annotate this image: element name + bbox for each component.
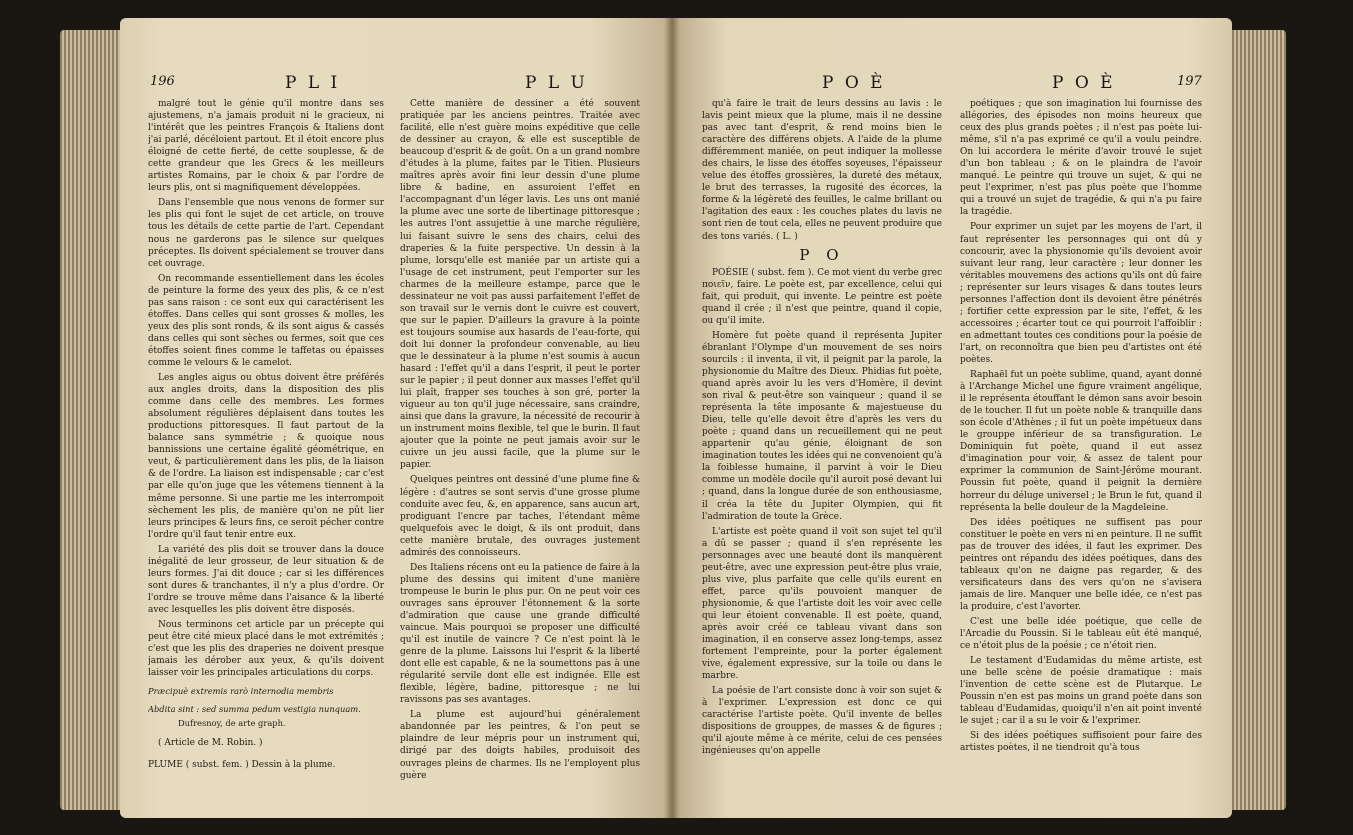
page-number: 196 bbox=[150, 74, 175, 89]
entry-heading: PLUME ( subst. fem. ) Dessin à la plume. bbox=[148, 760, 336, 771]
paragraph: On recommande essentiellement dans les écoles de peinture la forme des yeux des plis, & ce n'est pas sans raison : ce sont eux qui caractérisent les étoffes. Dans celles qui sont grosses & molles, les yeux des plis sont ronds, & ils sont aigus & cassés dans celles qui sont sèches ou fermes, soit que ces étoffes soient fines comme le taffetas ou épaisses comme le velours & le camelot. bbox=[148, 273, 384, 368]
paragraph: Le testament d'Eudamidas du même artiste, est une belle scène de poésie dramatique : mais l'invention de cette scène est de Plutarque. Le Poussin n'en est pas moins un grand poète dans son tableau d'Eudamidas, quoiqu'il n'en ait point inventé le sujet ; car il a su le voir & l'exprimer. bbox=[960, 656, 1202, 727]
paragraph: Dans l'ensemble que nous venons de former sur les plis qui font le sujet de cet article, on trouve tous les détails de cette partie de l'art. Cependant nous ne garderons pas le silence sur quelques préceptes. Ils doivent spécialement se trouver dans cet ouvrage. bbox=[148, 198, 384, 269]
running-header-left: P L I bbox=[285, 73, 341, 93]
page-edges-left bbox=[60, 30, 122, 810]
page-number: 197 bbox=[1177, 74, 1202, 89]
right-page-column-1 bbox=[702, 98, 942, 798]
section-heading: P O bbox=[799, 245, 845, 264]
running-header-left: P O È bbox=[822, 73, 886, 93]
paragraph: La variété des plis doit se trouver dans la douce inégalité de leur grosseur, de leur situation & de leurs formes. J'ai dit douce ; car si les différences sont dures & tranchantes, il n'y a plus d'ordre. Or l'ordre se trouve même dans l'aisance & la liberté avec lesquelles les plis doivent être disposés. bbox=[148, 544, 384, 615]
paragraph: L'artiste est poète quand il voit son sujet tel qu'il a dû se passer ; quand il s'en représente les personnages avec une beauté dont ils manquèrent peut-être, avec une expression peut-être plus vraie, plus vive, plus parfaite que celle qu'ils eurent en effet, parce qu'ils pouvoient manquer de physionomie, & que l'artiste doit les voir avec celle qui leur étoient convenable. Il est poète, quand, après avoir créé ce tableau vivant dans son imagination, il en conserve assez long-temps, assez fortement l'empreinte, pour la porter également vive, également expressive, sur la toile ou dans le marbre. bbox=[702, 526, 942, 682]
paragraph: malgré tout le génie qu'il montre dans ses ajustemens, n'a jamais produit ni le gracieux, ni l'intérêt que les peintres François & Italiens dont j'ai parlé, décéloient partout. Et il étoit encore plus éloigné de cette fierté, de cette souplesse, & de cette grandeur que les Grecs & les meilleurs artistes Romains, par le choix & par l'ordre de leurs plis, ont si magnifiquement développées. bbox=[148, 99, 384, 194]
paragraph: Si des idées poétiques suffisoient pour faire des artistes poètes, il ne tiendroit qu'à tous bbox=[960, 731, 1202, 754]
left-page-column-2 bbox=[400, 98, 640, 798]
left-page-column-1 bbox=[148, 98, 384, 798]
paragraph: poétiques ; que son imagination lui fournisse des allégories, des épisodes non moins heureux que ceux des plus grands poètes ; il n'est pas poète lui-même, s'il n'a pas exprimé ce qu'il a voulu peindre. On lui accordera le mérite d'avoir trouvé le sujet d'un bon tableau ; & on le plaindra de l'avoir manqué. Le peintre qui trouve un sujet, & qui ne peut l'exprimer, n'est pas plus poète que l'homme qui a trouvé un sujet de tragédie, & qui n'a pu faire la tragédie. bbox=[960, 99, 1202, 218]
running-header-right: P L U bbox=[525, 73, 588, 93]
paragraph: La poésie de l'art consiste donc à voir son sujet & à l'exprimer. L'expression est donc ce qui caractérise l'artiste poète. Qu'il invente de belles dispositions de grouppes, de masses & de figures ; qu'il ajoute même à ce mérite, celui de ces pensées ingénieuses qu'on appelle bbox=[702, 686, 942, 757]
book-gutter bbox=[664, 18, 680, 818]
paragraph: Des idées poétiques ne suffisent pas pour constituer le poète en vers ni en peinture. Il ne suffit pas de trouver des idées, il faut les exprimer. Des peintres ont répandu des idées poétiques, dans des tableaux qu'on ne daigne pas regarder, & des versificateurs dans des vers qu'on ne s'avisera jamais de lire. Manquer une belle idée, ce n'est pas la produire, c'est l'avorter. bbox=[960, 517, 1202, 612]
paragraph: La plume est aujourd'hui généralement abandonnée par les peintres, & l'on peut se plaindre de leur mépris pour un instrument qui, dirigé par des doigts habiles, produisoit des ouvrages pleins de charmes. Ils ne l'employent plus guère bbox=[400, 710, 640, 781]
paragraph: Homère fut poète quand il représenta Jupiter ébranlant l'Olympe d'un mouvement de ses noirs sourcils : il inventa, il vit, il peignit par la parole, la physionomie du Maître des Dieux. Phidias fut poète, quand après avoir lu les vers d'Homère, il devint son rival & peut-être son vainqueur ; quand il se représenta la tête imposante & majestueuse du Dieu, telle qu'elle devoit être d'après les vers du poète ; quand dans un recueillement qui ne peut appartenir qu'au génie, éloignant de son imagination toutes les idées qui ne convenoient qu'à la foiblesse humaine, il parvint à voir le Dieu comme un modèle docile qu'il auroit posé devant lui ; quand, dans la longue durée de son enthousiasme, il créa la tête du Jupiter Olympien, qui fit l'admiration de toute la Grèce. bbox=[702, 330, 942, 522]
left-page bbox=[120, 18, 672, 818]
quote-source: Dufresnoy, de arte graph. bbox=[178, 718, 286, 729]
latin-quote: Præcipuè extremis rarò internodia membris bbox=[148, 686, 334, 697]
paragraph: Des Italiens récens ont eu la patience de faire à la plume des dessins qui imitent d'une manière trompeuse le burin le plus pur. On ne peut voir ces ouvrages sans éprouver l'étonnement & la sorte d'admiration que cause une grande difficulté vaincue. Mais pourquoi se proposer une difficulté qu'il est inutile de vaincre ? Ce n'est point là le genre de la plume. Laissons lui l'esprit & la liberté dont elle est capable, & ne la soumettons pas à une régularité servile dont elle est indignée. Elle est flexible, légère, badine, pittoresque ; ne lui ravissons pas ses avantages. bbox=[400, 562, 640, 706]
right-page-column-2 bbox=[960, 98, 1202, 798]
paragraph: Raphaël fut un poète sublime, quand, ayant donné à l'Archange Michel une figure vraiment angélique, il le représenta étouffant le démon sans avoir besoin de le toucher. Il fut un poète noble & tranquille dans son école d'Athènes ; il fut un poète impétueux dans le grouppe inférieur de sa transfiguration. Le Dominiquin fut poète, quand il eut assez d'imagination pour voir, & assez de talent pour exprimer la communion de Saint-Jérôme mourant. Poussin fut poète, quand il peignit la dernière horreur du déluge universel ; le Brun le fut, quand il représenta la belle douleur de la Magdeleine. bbox=[960, 370, 1202, 513]
paragraph: Les angles aigus ou obtus doivent être préférés aux angles droits, dans la disposition des plis comme dans celle des membres. Les formes absolument régulières déplaisent dans toutes les productions pittoresques. Il faut partout de la balance sans symmétrie ; & quoique nous bannissions une certaine égalité géométrique, en veut, & particulièrement dans les plis, de la liaison & de l'ordre. La liaison est indispensable ; car c'est par elle qu'on juge que les vêtemens tiennent à la même personne. Si une partie me les interrompoit sèchement les plis, de manière qu'on ne pût lier leurs principes & leurs fins, ce seroit pécher contre l'ordre qu'il faut tenir entre eux. bbox=[148, 373, 384, 540]
paragraph: Nous terminons cet article par un précepte qui peut être cité mieux placé dans le mot extrémités ; c'est que les plis des draperies ne doivent presque jamais les dérober aux yeux, & qu'ils doivent laisser voir les principales articulations du corps. bbox=[148, 619, 384, 679]
paragraph: Quelques peintres ont dessiné d'une plume fine & légère : d'autres se sont servis d'une grosse plume conduite avec feu, &, en apparence, sans aucun art, prodiguant l'encre par taches, l'étendant même quelquefois avec le doigt, & ils ont produit, dans cette manière brutale, des ouvrages justement admirés des connoisseurs. bbox=[400, 475, 640, 558]
paragraph: C'est une belle idée poétique, que celle de l'Arcadie du Poussin. Si le tableau eût été manqué, ce n'étoit plus de la poésie ; ce n'étoit rien. bbox=[960, 616, 1202, 652]
latin-quote: Abdita sint : sed summa pedum vestigia nunquam. bbox=[148, 704, 361, 715]
right-page bbox=[672, 18, 1232, 818]
paragraph: Cette manière de dessiner a été souvent pratiquée par les anciens peintres. Traitée avec facilité, elle n'est guère moins expéditive que celle de dessiner au crayon, & elle est susceptible de beaucoup d'esprit & de goût. On a un grand nombre d'études à la plume, faites par le Titien. Plusieurs maîtres après avoir fini leur dessin d'une plume libre & badine, en assuroient l'effet en l'accompagnant d'un léger lavis. Les uns ont manié la plume avec une sorte de libertinage pittoresque ; les autres l'ont assujettie à une marche régulière, lui faisant suivre le sens des chairs, celui des draperies & la fuite perspective. Un dessin à la plume, lorsqu'elle est maniée par un artiste qui a l'usage de cet instrument, peut l'emporter sur les charmes de la meilleure estampe, parce que le dessinateur ne voit pas aussi parfaitement l'effet de son travail sur le vernis dont le cuivre est couvert, que sur le papier. D'ailleurs la gravure à la pointe est toujours soumise aux hasards de l'eau-forte, qui doit lui donner la profondeur convenable, au lieu que le dessinateur à la plume n'est soumis à aucun hasard : l'effet qu'il a dans l'esprit, il peut le porter sur le papier ; il peut donner aux masses l'effet qu'il lui plaît, frapper ses touches à son gré, porter la vigueur au ton qu'il juge nécessaire, sans craindre, ainsi que dans la gravure, la nécessité de recourir à un instrument moins flexible, tel que le burin. Il faut ajouter que la pointe ne peut jamais avoir sur le cuivre un jeu aussi facile, que la plume sur le papier. bbox=[400, 99, 640, 471]
paragraph: Pour exprimer un sujet par les moyens de l'art, il faut représenter les personnages qui ont dû y concourir, avec la physionomie qu'ils devoient avoir suivant leur rang, leur caractère ; leur donner les véritables mouvemens des actions qu'ils ont dû faire ; représenter sur leurs visages & dans toutes leurs personnes l'affection dont ils devoient être pénétrés ; fortifier cette expression par le site, l'effet, & les accessoires ; écarter tout ce qui pourroit l'affoiblir : en admettant toutes ces conditions pour la poésie de l'art, on reconnoîtra que bien peu d'artistes ont été poètes. bbox=[960, 222, 1202, 365]
paragraph: qu'à faire le trait de leurs dessins au lavis : le lavis peint mieux que la plume, mais il ne dessine pas avec tant d'esprit, & rend moins bien le caractère des différens objets. A l'aide de la plume différemment maniée, on peut indiquer la mollesse des chairs, le lisse des étoffes soyeuses, l'épaisseur velue des étoffes grossières, la dureté des métaux, le brut des terrasses, la rugosité des écorces, la forme & la légèreté des feuilles, le calme brillant ou l'agitation des eaux : les couches plates du lavis ne sont rien de tout cela, elles ne peuvent produire que des tons variés. ( L. ) bbox=[702, 99, 942, 242]
article-signature: ( Article de M. Robin. ) bbox=[158, 738, 263, 749]
running-header-right: P O È bbox=[1052, 73, 1116, 93]
paragraph: POÉSIE ( subst. fem ). Ce mot vient du verbe grec ποιεῖν, faire. Le poète est, par excellence, celui qui fait, qui produit, qui invente. Le peintre est poète quand il crée ; il n'est que peintre, quand il copie, ou qu'il imite. bbox=[702, 267, 942, 326]
page-edges-right bbox=[1230, 30, 1286, 810]
